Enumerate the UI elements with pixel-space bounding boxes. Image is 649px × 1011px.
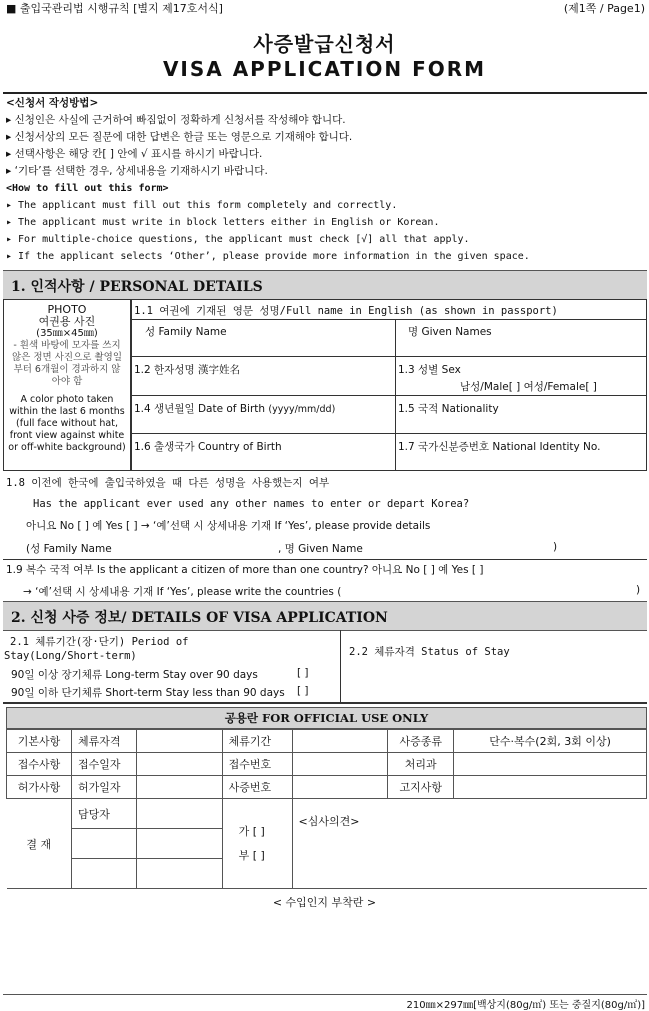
- dob-field[interactable]: [131, 395, 396, 434]
- given-name-label: 명 Given Names: [408, 326, 492, 338]
- sex-label: 1.3 성별 Sex: [398, 364, 461, 376]
- status-of-stay-field[interactable]: [341, 630, 647, 702]
- table-row: [7, 753, 647, 776]
- other-name-close: ): [553, 541, 558, 553]
- photo-note-en: or off-white background): [8, 442, 126, 453]
- section-divider: [3, 702, 647, 704]
- status-of-stay-label: 2.2 체류자격 Status of Stay: [349, 646, 510, 658]
- photo-note-ko: 않은 정면 사진으로 촬영일: [11, 352, 122, 363]
- photo-note-en: A color photo taken: [20, 394, 114, 405]
- period-label: 2.1 체류기간(장·단기) Period of: [10, 636, 189, 648]
- other-names-options[interactable]: 아니요 No [ ] 예 Yes [ ] → ‘예’선택 시 상세내용 기재 If ‘Yes’, please provide details: [26, 520, 431, 532]
- instruction-ko-item: ▸ ‘기타’를 선택한 경우, 상세내용을 기재하시기 바랍니다.: [6, 165, 268, 177]
- table-cell: 체류기간: [222, 730, 292, 753]
- table-cell-input[interactable]: [454, 776, 647, 799]
- table-cell: 접수사항: [7, 753, 72, 776]
- review-opinion-label: <심사의견>: [298, 815, 360, 828]
- table-cell-input[interactable]: [292, 776, 388, 799]
- dual-citizenship-close: ): [636, 584, 641, 596]
- dual-citizenship-group: [3, 559, 647, 601]
- section-personal-details-header: [3, 270, 647, 300]
- paper-spec: 210㎜×297㎜[백상지(80g/㎡) 또는 중질지(80g/㎡)]: [406, 1000, 645, 1011]
- staff-sign-cell[interactable]: [136, 799, 222, 829]
- full-name-group: [131, 299, 647, 357]
- revenue-stamp-area: < 수입인지 부착란 >: [272, 896, 377, 909]
- photo-label: PHOTO: [47, 303, 87, 316]
- instructions-en-heading: <How to fill out this form>: [6, 183, 169, 194]
- dob-label: 1.4 생년월일 Date of Birth: [134, 403, 266, 415]
- other-family-name-field[interactable]: (성 Family Name: [26, 543, 112, 555]
- other-names-question: 1.8 이전에 한국에 출입국하였을 때 다른 성명을 사용했는지 여부: [6, 477, 330, 489]
- instructions-ko-heading: <신청서 작성방법>: [6, 97, 99, 109]
- signature-cell[interactable]: [136, 859, 222, 889]
- instruction-ko-item: ▸ 신청인은 사실에 근거하여 빠짐없이 정확하게 신청서를 작성해야 합니다.: [6, 114, 346, 126]
- long-term-option: 90일 이상 장기체류 Long-term Stay over 90 days: [11, 669, 258, 681]
- period-label-cont: Stay(Long/Short-term): [4, 650, 137, 662]
- table-cell: 처리과: [388, 753, 454, 776]
- table-cell-input[interactable]: [292, 730, 388, 753]
- period-of-stay-group: [3, 630, 341, 702]
- table-cell: 체류자격: [71, 730, 136, 753]
- chinese-name-label: 1.2 한자성명 漢字姓名: [134, 364, 240, 376]
- instruction-ko-item: ▸ 선택사항은 해당 칸[ ] 안에 √ 표시를 하시기 바랍니다.: [6, 148, 263, 160]
- section-2-title: 2. 신청 사증 정보/ DETAILS OF VISA APPLICATION: [11, 610, 388, 626]
- surname-field[interactable]: [131, 319, 396, 357]
- photo-box[interactable]: [3, 299, 131, 471]
- photo-note-en: front view against white: [9, 430, 125, 441]
- long-term-checkbox[interactable]: [ ]: [297, 667, 309, 679]
- sex-field: [395, 356, 647, 396]
- surname-label: 성 Family Name: [145, 326, 227, 338]
- table-row: [7, 776, 647, 799]
- approve-checkbox[interactable]: 가 [ ]: [238, 824, 265, 838]
- form-reference: ■ 출입국관리법 시행규칙 [별지 제17호서식]: [6, 2, 223, 15]
- other-names-question-en: Has the applicant ever used any other names to enter or depart Korea?: [33, 498, 470, 510]
- table-cell: 기본사항: [7, 730, 72, 753]
- instructions-korean: [6, 95, 530, 265]
- form-title-english: VISA APPLICATION FORM: [162, 57, 487, 81]
- section-visa-details-header: [3, 601, 647, 631]
- signature-cell[interactable]: [71, 859, 136, 889]
- given-name-field[interactable]: [395, 319, 647, 357]
- table-cell: 허가일자: [71, 776, 136, 799]
- short-term-option: 90일 이하 단기체류 Short-term Stay less than 90 days: [11, 687, 285, 699]
- signature-cell[interactable]: [136, 829, 222, 859]
- nationality-label: 1.5 국적 Nationality: [398, 403, 499, 415]
- photo-size: (35㎜×45㎜): [36, 328, 98, 339]
- photo-note-en: (full face without hat,: [16, 418, 118, 429]
- table-row: [7, 799, 647, 829]
- table-cell-input[interactable]: [454, 753, 647, 776]
- table-cell: 사증종류: [388, 730, 454, 753]
- instruction-en-item: ▸ The applicant must fill out this form completely and correctly.: [6, 200, 398, 211]
- official-use-table: [6, 729, 647, 889]
- photo-note-ko: - 흰색 바탕에 모자를 쓰지: [13, 340, 121, 351]
- photo-label-ko: 여권용 사진: [38, 315, 96, 328]
- approval-decision-cell[interactable]: [222, 799, 292, 889]
- nationality-field[interactable]: [395, 395, 647, 434]
- form-title-korean: 사증발급신청서: [253, 32, 396, 56]
- official-use-header: 공용란 FOR OFFICIAL USE ONLY: [6, 707, 647, 729]
- photo-note-en: within the last 6 months: [9, 406, 125, 417]
- page-indicator: (제1쪽 / Page1): [563, 2, 645, 15]
- national-id-label: 1.7 국가신분증번호 National Identity No.: [398, 441, 601, 453]
- table-cell: 고지사항: [388, 776, 454, 799]
- table-cell-input[interactable]: [292, 753, 388, 776]
- instruction-en-item: ▸ If the applicant selects ‘Other’, please provide more information in the given space.: [6, 251, 530, 262]
- other-names-group: [3, 471, 647, 560]
- full-name-label: 1.1 여권에 기재된 영문 성명/Full name in English (as shown in passport): [134, 305, 558, 317]
- dob-format: (yyyy/mm/dd): [268, 404, 336, 415]
- section-1-title: 1. 인적사항 / PERSONAL DETAILS: [11, 279, 263, 295]
- table-row: [7, 730, 647, 753]
- birth-country-field[interactable]: [131, 433, 396, 471]
- national-id-field[interactable]: [395, 433, 647, 471]
- table-cell: 허가사항: [7, 776, 72, 799]
- dual-citizenship-detail[interactable]: → ‘예’선택 시 상세내용 기재 If ‘Yes’, please write the countries (: [23, 586, 342, 598]
- birth-country-label: 1.6 출생국가 Country of Birth: [134, 441, 282, 453]
- instruction-en-item: ▸ The applicant must write in block letters either in English or Korean.: [6, 217, 440, 228]
- table-cell: 접수일자: [71, 753, 136, 776]
- table-cell: 사증번호: [222, 776, 292, 799]
- title-divider: [3, 92, 647, 94]
- table-cell-input[interactable]: [136, 753, 222, 776]
- staff-label: 담당자: [71, 799, 136, 829]
- instruction-ko-item: ▸ 신청서상의 모든 질문에 대한 답변은 한글 또는 영문으로 기재해야 합니다.: [6, 131, 353, 143]
- reject-checkbox[interactable]: 부 [ ]: [238, 848, 265, 862]
- table-cell: 단수·복수(2회, 3회 이상): [454, 730, 647, 753]
- photo-note-ko: 아야 함: [51, 376, 83, 387]
- chinese-name-field[interactable]: [131, 356, 396, 396]
- sex-options[interactable]: 남성/Male[ ] 여성/Female[ ]: [460, 381, 597, 393]
- signature-cell[interactable]: [71, 829, 136, 859]
- approval-label: 결 재: [7, 799, 72, 889]
- photo-note-ko: 부터 6개월이 경과하지 않: [13, 364, 121, 375]
- dual-citizenship-question[interactable]: 1.9 복수 국적 여부 Is the applicant a citizen of more than one country? 아니요 No [ ] 예 Yes [ ]: [6, 564, 484, 576]
- instruction-en-item: ▸ For multiple-choice questions, the applicant must check [√] all that apply.: [6, 234, 470, 245]
- table-cell-input[interactable]: [136, 776, 222, 799]
- short-term-checkbox[interactable]: [ ]: [297, 685, 309, 697]
- footer-divider: [3, 994, 647, 995]
- table-cell-input[interactable]: [136, 730, 222, 753]
- table-cell: 접수번호: [222, 753, 292, 776]
- review-opinion-field[interactable]: [292, 799, 646, 889]
- other-given-name-field[interactable]: , 명 Given Name: [278, 543, 363, 555]
